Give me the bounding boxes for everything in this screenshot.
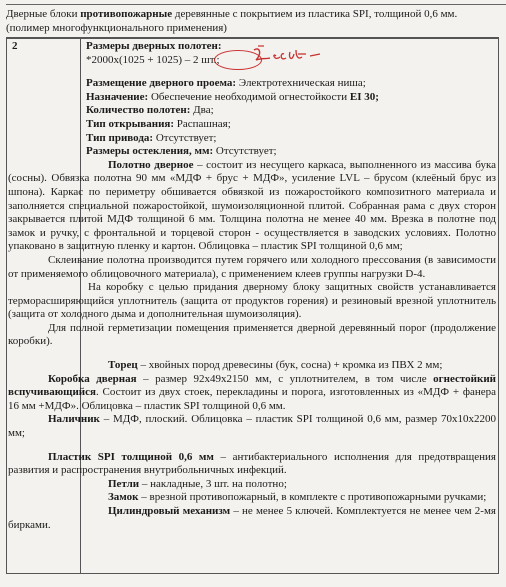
threshold-paragraph: Для полной герметизации помещения применяется дверной деревянный порог (продолжение коробки). — [8, 321, 496, 348]
box-paragraph: На коробку с целью придания дверному блоку защитных свойств устанавливается терморасширяющийся уплотнитель (защита от продуктов горения) и резиновый врезной уплотнитель (защита от холодного дыма и дополнительная шумоизоляция). — [8, 281, 496, 321]
hinges-line: Петли – накладные, 3 шт. на полотно; — [108, 477, 287, 490]
top-border — [6, 0, 506, 5]
plastic-paragraph: Пластик SPI толщиной 0,6 мм – антибактериального исполнения для предотвращения развития и распространения внутрибольничных инфекций. — [8, 450, 496, 477]
header-text-pre: Дверные блоки — [6, 8, 81, 20]
lock-line: Замок – врезной противопожарный, в комплекте с противопожарными ручками; — [108, 491, 487, 504]
row-number: 2 — [12, 40, 18, 52]
gluing-paragraph: Склеивание полотна производится путем горячего или холодного прессования (в зависимости от применяемого облицовочного материала), с применением клеев группы нагрузки D-4. — [8, 253, 496, 280]
frame-paragraph: Коробка дверная – размер 92x49x2150 мм, с уплотнителем, в том числе огнестойкий вспучивающийся. Состоит из двух стоек, перекладины и порога, изготовленных из «МДФ + фанера 16 мм +МДФ». Облицовка – пластик SPI толщиной 0,6 мм. — [8, 372, 496, 412]
trim-paragraph: Наличник – МДФ, плоский. Облицовка – пластик SPI толщиной 0,6 мм, размер 70x10x2200 мм; — [8, 413, 496, 440]
dimensions-label: Размеры дверных полотен: — [86, 40, 222, 52]
edge-paragraph: Торец – хвойных пород древесины (бук, сосна) + кромка из ПВХ 2 мм; — [108, 359, 443, 372]
purpose-line: Назначение: Обеспечение необходимой огнестойкости EI 30; — [86, 90, 379, 103]
row-content — [8, 40, 496, 532]
leaf-paragraph: Полотно дверное – состоит из несущего каркаса, выполненного из массива бука (сосны). Обвязка полотна 90 мм «МДФ + брус + МДФ», усиление LVL – брусом (клеёный брус из шпона). Каркас по периметру обшивается обвязкой из пожаростойкого композитного материала и заполняется специальной пожаростойкой, шумоизоляционной плитой. Собранная рама с двух сторон закрывается плитой МДФ толщиной 6 мм. Толщина полотна не менее 40 мм. Врезка в полотне под замок и ручку, с фронтальной и торцевой сторон - осуществляется в заводских условиях. Полотно упаковано в защитную пленку и картон. Облицовка – пластик SPI толщиной 0,6 мм; — [8, 158, 496, 253]
dimensions-value: *2000x(1025 + 1025) – 2 шт.; — [86, 53, 220, 66]
header-text-bold: противопожарные — [80, 8, 173, 20]
header-text-post: деревянные с покрытием из пластика SPI, толщиной 0,6 мм. (полимер многофункционального применения) — [6, 8, 458, 34]
glazing-line: Размеры остекления, мм: Отсутствует; — [86, 145, 277, 158]
cylinder-paragraph: Цилиндровый механизм – не менее 5 ключей. Комплектуется не менее чем 2-мя бирками. — [8, 505, 496, 531]
placement-line: Размещение дверного проема: Электротехническая ниша; — [86, 77, 366, 90]
opening-line: Тип открывания: Распашная; — [86, 117, 231, 130]
section-header — [6, 7, 499, 35]
count-line: Количество полотен: Два; — [86, 104, 214, 117]
drive-line: Тип привода: Отсутствует; — [86, 131, 217, 144]
